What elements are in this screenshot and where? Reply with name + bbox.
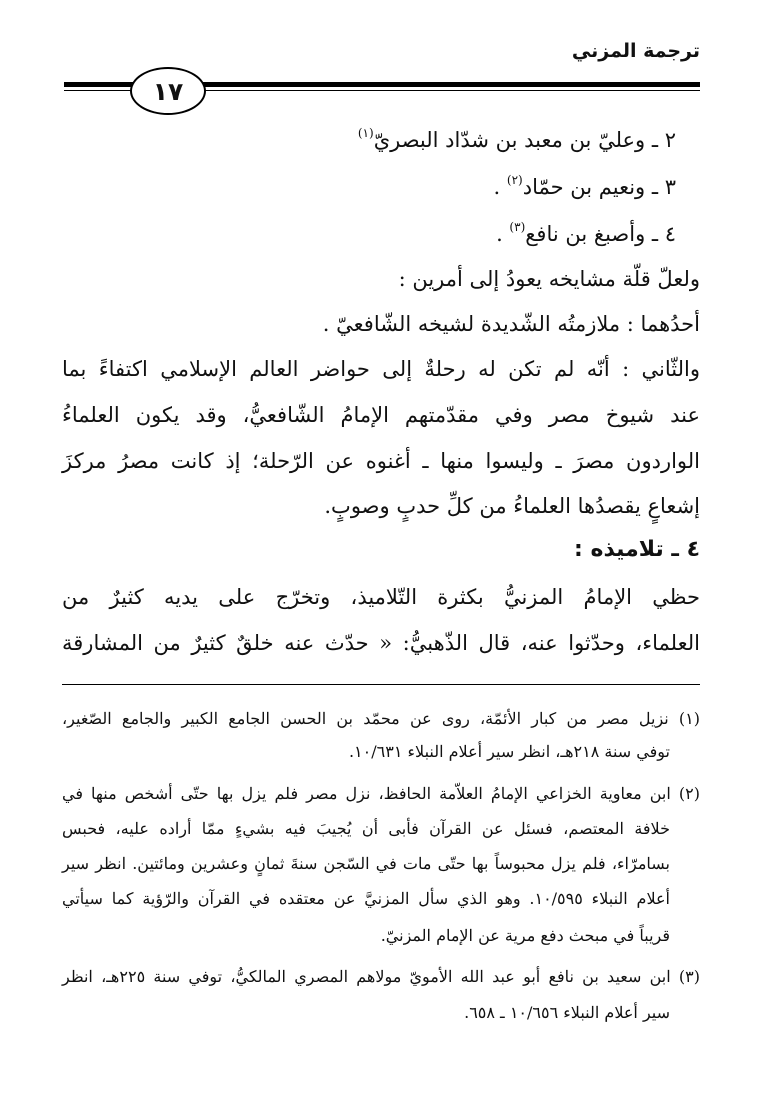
body-line: ولعلّ قلّة مشايخه يعودُ إلى أمرين : <box>398 267 700 291</box>
body-line: عند شيوخ مصر وفي مقدّمتهم الإمامُ الشّافعيُّ، وقد يكون العلماءُ <box>62 403 700 427</box>
body-line: العلماء، وحدّثوا عنه، قال الذّهبيُّ: « حدّث عنه خلقٌ كثيرٌ من المشارقة <box>62 631 700 655</box>
body-line: أحدُهما : ملازمتُه الشّديدة لشيخه الشّافعيّ . <box>322 312 700 336</box>
footnote-ref: (٣) <box>509 220 526 234</box>
footnote-ref: (١) <box>357 126 374 140</box>
body-line: إشعاعٍ يقصدُها العلماءُ من كلِّ حدبٍ وصوبٍ. <box>324 494 700 518</box>
footnote-line: خلافة المعتصم، فسئل عن القرآن فأبى أن يُجيبَ فيه بشيءٍ ممّا أراده عليه، فحبس <box>62 819 670 838</box>
footnote-separator <box>62 684 700 685</box>
body-line: ٤ ـ وأصبغ بن نافع$^{(٣)}$ . <box>496 220 676 246</box>
page-number: ١٧ <box>130 67 206 115</box>
body-line: حظي الإمامُ المزنيُّ بكثرة التّلاميذ، وتخرّج على يديه كثيرٌ من <box>62 585 700 609</box>
footnote-line: توفي سنة ٢١٨هـ، انظر سير أعلام النبلاء ١٠/٦٣١. <box>348 742 670 761</box>
footnote-line: (٢) ابن معاوية الخزاعي الإمامُ العلاّمة الحافظ، نزل مصر فلم يزل بها حتّى أشخص منها في <box>62 784 700 803</box>
body-line: الواردون مصرَ ـ وليسوا منها ـ أغنوه عن الرّحلة؛ إذ كانت مصرُ مركزَ <box>62 449 700 473</box>
body-line: ٣ ـ ونعيم بن حمّاد$^{(٢)}$ . <box>493 173 676 199</box>
footnote-line: بسامرّاء، فلم يزل محبوساً بها حتّى مات في السّجن سنةَ ثمانٍ وعشرين ومائتين. انظر سير <box>62 854 670 873</box>
body-line: والثّاني : أنّه لم تكن له رحلةٌ إلى حواضر العالم الإسلامي اكتفاءً بما <box>62 357 700 381</box>
footnote-ref: (٢) <box>506 173 523 187</box>
footnote-line: قريباً في مبحث دفع مرية عن الإمام المزنيّ. <box>380 926 670 945</box>
footnote-line: أعلام النبلاء ١٠/٥٩٥. وهو الذي سأل المزنيَّ عن معتقده في القرآن والرّؤية كما سيأتي <box>62 889 670 908</box>
footnote-line: (١) نزيل مصر من كبار الأئمّة، روى عن محمّد بن الحسن الجامع الكبير والجامع الصّغير، <box>62 709 701 728</box>
footnote-line: (٣) ابن سعيد بن نافع أبو عبد الله الأمويّ مولاهم المصري المالكيُّ، توفي سنة ٢٢٥هـ، انظر <box>62 967 701 986</box>
footnote-line: سير أعلام النبلاء ١٠/٦٥٦ ـ ٦٥٨. <box>464 1003 670 1022</box>
body-line: ٢ ـ وعليّ بن معبد بن شدّاد البصريّ$^{(١)}$ <box>357 126 676 152</box>
section-heading: ٤ ـ تلاميذه : <box>574 537 700 562</box>
running-title: ترجمة المزني <box>571 40 700 62</box>
